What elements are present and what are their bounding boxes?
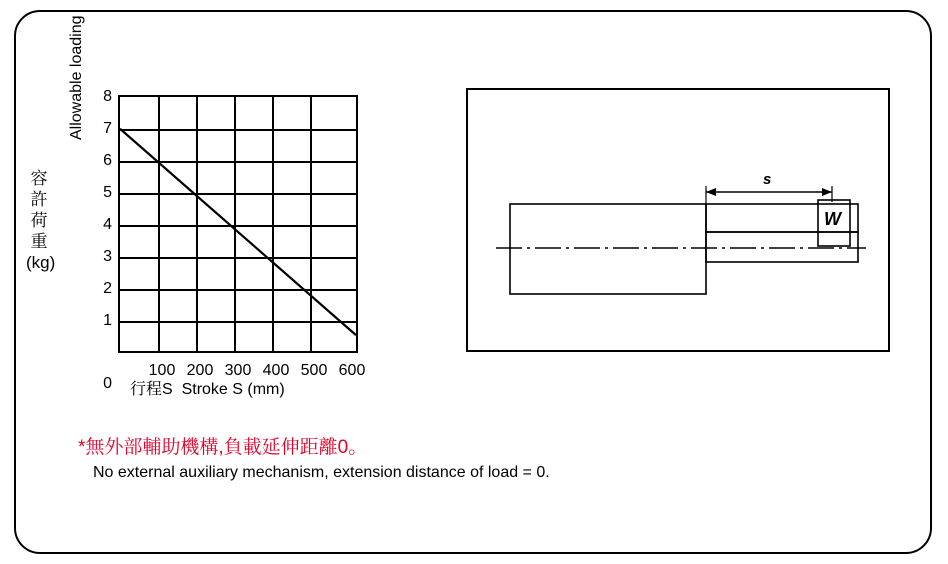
x-tick-300: 300 [224, 362, 252, 379]
y-tick-7: 7 [103, 120, 112, 137]
x-axis-title-en: Stroke S (mm) [181, 381, 285, 398]
y-tick-8: 8 [103, 88, 112, 105]
x-tick-500: 500 [300, 362, 328, 379]
load-label: W [824, 209, 841, 229]
allowable-loading-chart [20, 15, 420, 420]
y-tick-6: 6 [103, 152, 112, 169]
note-chinese: *無外部輔助機構,負載延伸距離0。 [78, 437, 368, 458]
x-tick-100: 100 [148, 362, 176, 379]
plot-area [118, 95, 358, 353]
x-axis-title-cn: 行程S [130, 381, 173, 398]
x-axis-title [130, 376, 285, 399]
y-axis-title-en: Allowable loading [68, 15, 85, 140]
y-tick-1: 1 [103, 312, 112, 329]
y-tick-4: 4 [103, 216, 112, 233]
note-english: No external auxiliary mechanism, extension distance of load = 0. [93, 464, 550, 481]
y-axis-title-cn: 容許荷重 (kg) [26, 169, 56, 272]
x-tick-600: 600 [338, 362, 366, 379]
x-tick-200: 200 [186, 362, 214, 379]
mechanism-diagram [466, 88, 890, 352]
series-line-allowable-loading [120, 97, 356, 351]
y-tick-5: 5 [103, 184, 112, 201]
y-tick-2: 2 [103, 280, 112, 297]
x-tick-400: 400 [262, 362, 290, 379]
x-tick-0: 0 [103, 375, 112, 392]
stroke-dimension-label: s [763, 171, 772, 188]
y-tick-3: 3 [103, 248, 112, 265]
